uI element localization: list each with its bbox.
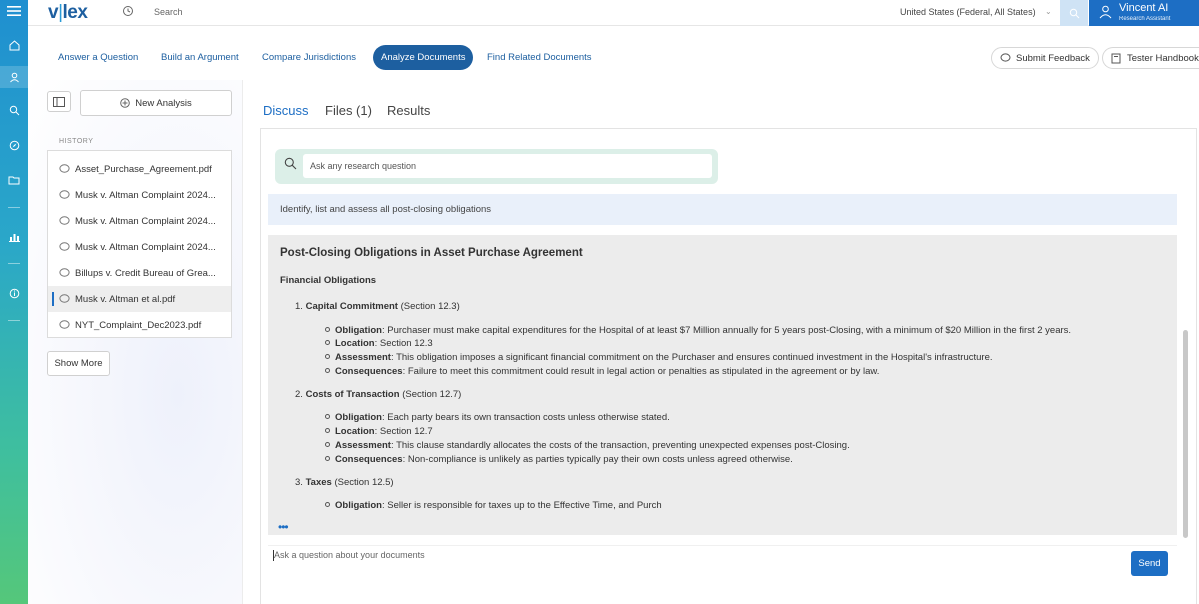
obligation-item [295, 389, 461, 400]
point-label: Obligation [335, 500, 382, 511]
point-text: : Purchaser must make capital expenditures for the Hospital of at least $7 Million annually for 5 years post-Closing, with a minimum of $20 Million in the first 2 years. [381, 325, 1072, 336]
jurisdiction-select[interactable]: United States (Federal, All States) [900, 7, 1036, 17]
user-role: Research Assistant [1119, 16, 1171, 22]
item-ref: (Section 12.5) [334, 477, 394, 488]
history-item-label: Musk v. Altman et al.pdf [75, 293, 176, 305]
bullet-icon [325, 442, 330, 447]
obligation-point [325, 500, 662, 511]
history-list [47, 150, 232, 338]
point-label: Assessment [335, 440, 391, 451]
submit-feedback-label: Submit Feedback [1016, 52, 1090, 64]
chat-bubble-icon [59, 190, 70, 200]
nav-find-related-documents[interactable]: Find Related Documents [487, 52, 592, 63]
menu-icon[interactable] [0, 0, 28, 22]
item-title: Taxes [305, 477, 332, 488]
point-label: Consequences [335, 366, 403, 377]
answer-section-heading: Financial Obligations [280, 275, 377, 286]
point-text: : This clause standardly allocates the costs of the transaction, preventing unexpected expenses post-Closing. [390, 440, 850, 451]
user-query: Identify, list and assess all post-closing obligations [268, 194, 1177, 225]
point-text: : Section 12.3 [374, 338, 433, 349]
chat-bubble-icon [59, 164, 70, 174]
history-item[interactable] [48, 182, 231, 208]
point-label: Obligation [335, 325, 382, 336]
point-label: Consequences [335, 454, 403, 465]
top-bar [28, 0, 1199, 26]
item-ref: (Section 12.7) [402, 389, 462, 400]
user-nav-icon[interactable] [0, 66, 28, 88]
user-icon [1099, 5, 1112, 19]
sidebar-toggle-button[interactable] [47, 91, 71, 112]
research-question-input[interactable]: Ask any research question [303, 154, 712, 178]
history-item[interactable] [48, 312, 231, 338]
point-text: : Non-compliance is unlikely as parties typically pay their own costs unless agreed otherwise. [402, 454, 793, 465]
search-icon [284, 157, 297, 170]
bullet-icon [325, 340, 330, 345]
plus-circle-icon [120, 98, 130, 108]
point-text: : This obligation imposes a significant financial commitment on the Purchaser and ensures continued investment in the Hospital's infrastructure. [390, 352, 993, 363]
send-button[interactable]: Send [1131, 551, 1168, 576]
document-question-placeholder: Ask a question about your documents [274, 550, 425, 560]
panel-divider [242, 80, 243, 604]
user-name: Vincent AI [1119, 2, 1169, 14]
left-rail [0, 0, 28, 604]
history-item-label: NYT_Complaint_Dec2023.pdf [75, 319, 202, 331]
home-icon[interactable] [0, 34, 28, 56]
obligation-point [325, 325, 1071, 336]
new-analysis-button[interactable] [80, 90, 232, 116]
obligation-point [325, 440, 850, 451]
top-search-input[interactable]: Search [154, 7, 183, 17]
point-label: Assessment [335, 352, 391, 363]
logo-text-left: v [48, 2, 59, 23]
obligation-point [325, 412, 670, 423]
obligation-point [325, 426, 433, 437]
tester-handbook-button[interactable] [1102, 47, 1199, 69]
tab-discuss[interactable]: Discuss [263, 103, 309, 118]
tester-handbook-label: Tester Handbook [1127, 52, 1199, 64]
obligation-point [325, 366, 879, 377]
point-text: : Failure to meet this commitment could result in legal action or penalties as stipulated in the agreement or by law. [402, 366, 880, 377]
chat-bubble-icon [59, 294, 70, 304]
tab-results[interactable]: Results [387, 103, 431, 118]
chat-bubble-icon [59, 216, 70, 226]
item-ref: (Section 12.3) [400, 301, 460, 312]
nav-build-argument[interactable]: Build an Argument [161, 52, 239, 63]
folder-icon[interactable] [0, 169, 28, 191]
chart-icon[interactable] [0, 226, 28, 248]
vlex-logo[interactable] [48, 2, 87, 24]
obligation-item [295, 477, 394, 488]
bullet-icon [325, 327, 330, 332]
logo-text-right: lex [62, 2, 88, 23]
bullet-icon [325, 502, 330, 507]
history-item-label: Musk v. Altman Complaint 2024... [75, 241, 216, 253]
chat-bubble-icon [59, 320, 70, 330]
history-icon[interactable] [122, 5, 134, 20]
history-item[interactable] [48, 234, 231, 260]
top-search-button[interactable] [1060, 0, 1088, 26]
obligation-point [325, 352, 993, 363]
search-icon [1069, 8, 1080, 19]
history-item-label: Asset_Purchase_Agreement.pdf [75, 163, 212, 175]
item-number: 1. [295, 301, 303, 312]
logo-bar: | [58, 2, 63, 23]
book-icon [1111, 53, 1121, 64]
point-text: : Each party bears its own transaction costs unless otherwise stated. [381, 412, 670, 423]
scrollbar[interactable] [1183, 330, 1188, 538]
history-item[interactable] [48, 260, 231, 286]
item-number: 3. [295, 477, 303, 488]
item-title: Capital Commitment [305, 301, 398, 312]
history-item-active[interactable] [48, 286, 231, 312]
history-item-label: Billups v. Credit Bureau of Grea... [75, 267, 216, 279]
history-item-label: Musk v. Altman Complaint 2024... [75, 189, 216, 201]
point-text: : Section 12.7 [374, 426, 433, 437]
rail-divider [8, 207, 20, 208]
chat-bubble-icon [59, 242, 70, 252]
item-title: Costs of Transaction [305, 389, 400, 400]
bullet-icon [325, 354, 330, 359]
chat-bubble-icon [1000, 53, 1011, 63]
obligation-point [325, 454, 793, 465]
history-item[interactable] [48, 208, 231, 234]
sidebar-icon [53, 97, 65, 107]
point-label: Obligation [335, 412, 382, 423]
point-text: : Seller is responsible for taxes up to the Effective Time, and Purch [381, 500, 662, 511]
bullet-icon [325, 456, 330, 461]
answer-panel [268, 235, 1177, 535]
show-more-button[interactable]: Show More [47, 351, 110, 376]
search-nav-icon[interactable] [0, 99, 28, 121]
answer-title: Post-Closing Obligations in Asset Purchase Agreement [280, 247, 583, 259]
chevron-down-icon[interactable]: ⌄ [1045, 7, 1052, 16]
compass-icon[interactable] [0, 134, 28, 156]
tab-files[interactable]: Files (1) [325, 103, 372, 118]
point-label: Location [335, 338, 375, 349]
bullet-icon [325, 428, 330, 433]
rail-divider [8, 320, 20, 321]
submit-feedback-button[interactable] [991, 47, 1099, 69]
chat-bubble-icon [59, 268, 70, 278]
info-icon[interactable] [0, 282, 28, 304]
history-item[interactable] [48, 156, 231, 182]
loading-ellipsis-icon: ••• [278, 520, 288, 534]
nav-compare-jurisdictions[interactable]: Compare Jurisdictions [262, 52, 356, 63]
obligation-item [295, 301, 460, 312]
user-menu[interactable] [1089, 0, 1199, 26]
nav-analyze-documents[interactable]: Analyze Documents [373, 45, 473, 70]
point-label: Location [335, 426, 375, 437]
obligation-point [325, 338, 433, 349]
new-analysis-label: New Analysis [135, 97, 192, 109]
bullet-icon [325, 368, 330, 373]
item-number: 2. [295, 389, 303, 400]
nav-answer-question[interactable]: Answer a Question [58, 52, 139, 63]
history-item-label: Musk v. Altman Complaint 2024... [75, 215, 216, 227]
bullet-icon [325, 414, 330, 419]
history-heading: HISTORY [59, 138, 94, 145]
rail-divider [8, 263, 20, 264]
